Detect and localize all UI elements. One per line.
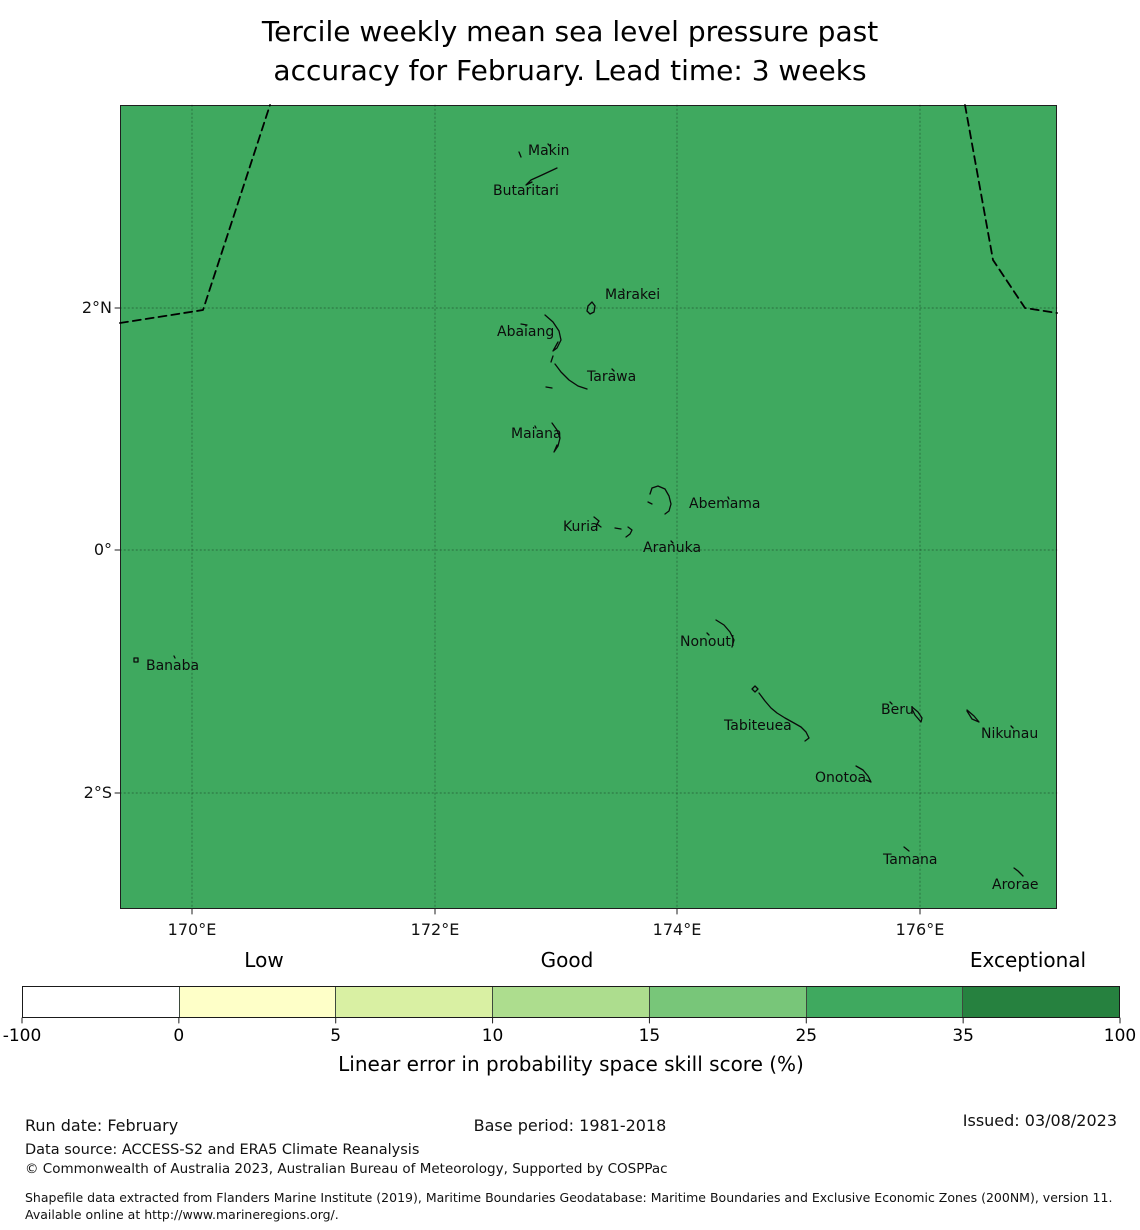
skill-zone-label-low: Low — [244, 948, 284, 972]
colorbar — [22, 986, 1120, 1018]
island-label-maiana: Maiana — [511, 426, 562, 442]
colorbar-tick-label: 35 — [952, 1026, 974, 1046]
island-label-butaritari: Butaritari — [493, 183, 559, 199]
island-label-nonouti: Nonouti — [680, 634, 735, 650]
island-label-nikunau: Nikunau — [981, 726, 1039, 742]
skill-zone-label-good: Good — [540, 948, 594, 972]
colorbar-segment — [179, 987, 336, 1017]
copyright-text: © Commonwealth of Australia 2023, Australian Bureau of Meteorology, Supported by COSPPac — [25, 1161, 668, 1177]
title-line-1: Tercile weekly mean sea level pressure past — [261, 15, 879, 48]
island-label-makin: Makin — [528, 143, 570, 159]
issued-date-text: Issued: 03/08/2023 — [962, 1111, 1117, 1130]
colorbar-tick-label: 15 — [638, 1026, 661, 1046]
x-tick-label: 176°E — [895, 920, 945, 939]
island-label-tarawa: Tarawa — [587, 369, 637, 385]
x-tick-label: 174°E — [652, 920, 702, 939]
chart-title — [0, 12, 1140, 90]
island-label-abaiang: Abaiang — [497, 324, 555, 340]
base-period-text: Base period: 1981-2018 — [473, 1116, 667, 1135]
x-tick-label: 172°E — [410, 920, 460, 939]
colorbar-segment — [492, 987, 649, 1017]
colorbar-tick-label: 5 — [330, 1026, 342, 1046]
shapefile-note-text: Shapefile data extracted from Flanders Marine Institute (2019), Maritime Boundaries Geodatabase: Maritime Boundaries and Exclusive Economic Zones (200NM), version 11. Available online at http://www.marineregions.org/. — [25, 1190, 1113, 1222]
map-area — [120, 105, 1057, 909]
island-label-kuria: Kuria — [563, 519, 599, 535]
colorbar-segment — [962, 987, 1119, 1017]
y-tick-label: 0° — [93, 540, 112, 559]
colorbar-segment — [335, 987, 492, 1017]
island-label-tamana: Tamana — [883, 852, 938, 868]
island-label-arorae: Arorae — [992, 877, 1039, 893]
island-label-marakei: Marakei — [605, 287, 661, 303]
island-label-banaba: Banaba — [146, 658, 200, 674]
colorbar-tick-label: -100 — [2, 1026, 42, 1046]
island-label-tabiteuea: Tabiteuea — [724, 718, 792, 734]
island-label-onotoa: Onotoa — [815, 770, 867, 786]
y-tick-label: 2°N — [81, 298, 112, 317]
colorbar-segment — [649, 987, 806, 1017]
x-tick-label: 170°E — [167, 920, 217, 939]
colorbar-tick-label: 0 — [173, 1026, 185, 1046]
colorbar-segment — [23, 987, 179, 1017]
island-label-aranuka: Aranuka — [643, 540, 702, 556]
colorbar-tick-label: 100 — [1103, 1026, 1137, 1046]
colorbar-tick-label: 25 — [795, 1026, 818, 1046]
colorbar-tick-label: 10 — [481, 1026, 504, 1046]
skill-zone-label-exceptional: Exceptional — [969, 948, 1087, 972]
data-source-text: Data source: ACCESS-S2 and ERA5 Climate Reanalysis — [25, 1142, 420, 1158]
island-label-abemama: Abemama — [689, 496, 761, 512]
y-tick-label: 2°S — [83, 783, 112, 802]
colorbar-segment — [806, 987, 963, 1017]
colorbar-label: Linear error in probability space skill score (%) — [338, 1052, 804, 1076]
title-line-2: accuracy for February. Lead time: 3 weeks — [273, 54, 867, 87]
run-date-text: Run date: February — [25, 1116, 179, 1135]
island-label-beru: Beru — [881, 702, 914, 718]
